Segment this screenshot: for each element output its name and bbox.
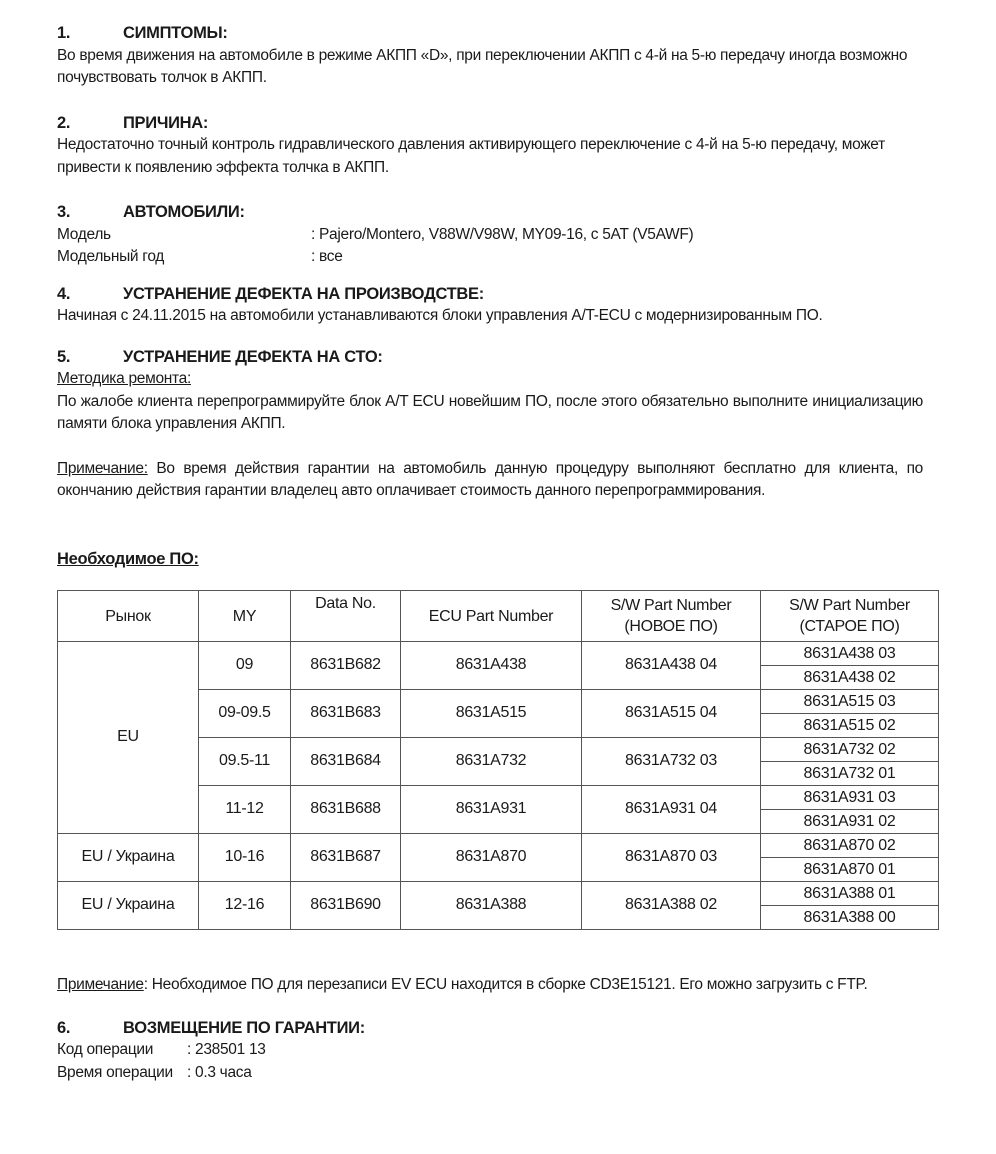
table-row: [58, 882, 939, 906]
cell-sw-old: 8631A732 02: [761, 738, 939, 762]
section-number: 5.: [57, 347, 71, 366]
operation-code-value: : 238501 13: [187, 1041, 266, 1058]
cell-data-no: 8631B682: [291, 642, 401, 690]
cell-sw-old: 8631A732 01: [761, 762, 939, 786]
section-number: 6.: [57, 1018, 71, 1037]
table-row: [58, 642, 939, 666]
repair-method-text: По жалобе клиента перепрограммируйте блок A/T ECU новейшим ПО, после этого обязательно выполните инициализацию памяти блока управления АКПП.: [57, 392, 923, 432]
operation-time-label: Время операции: [57, 1063, 173, 1081]
cell-sw-old: 8631A388 01: [761, 882, 939, 906]
software-note: [57, 974, 923, 997]
cell-market: EU / Украина: [58, 882, 199, 930]
repair-method-label: Методика ремонта:: [57, 370, 191, 387]
header-market: Рынок: [58, 591, 199, 642]
section-text: Во время движения на автомобиле в режиме АКПП «D», при переключении АКПП с 4-й на 5-ю передачу иногда возможно почувствовать толчок в АКПП.: [57, 46, 908, 86]
cell-sw-old: 8631A438 02: [761, 666, 939, 690]
model-row: [57, 224, 923, 247]
operation-time-row: [57, 1062, 923, 1085]
table-row: [58, 834, 939, 858]
cell-sw-new: 8631A438 04: [582, 642, 761, 690]
header-data-no: Data No.: [291, 591, 401, 642]
cell-my: 10-16: [199, 834, 291, 882]
section-number: 1.: [57, 24, 71, 42]
cell-ecu-part: 8631A515: [401, 690, 582, 738]
section-title: СИМПТОМЫ:: [123, 24, 228, 42]
section-number: 3.: [57, 203, 71, 221]
note-text: : Необходимое ПО для перезаписи EV ECU находится в сборке CD3E15121. Его можно загрузить с FTP.: [143, 976, 868, 993]
cell-ecu-part: 8631A732: [401, 738, 582, 786]
table-body: [58, 642, 939, 930]
cell-sw-new: 8631A732 03: [582, 738, 761, 786]
section-production-fix: [57, 283, 923, 328]
cell-market: EU / Украина: [58, 834, 199, 882]
section-title: АВТОМОБИЛИ:: [123, 203, 245, 221]
cell-my: 12-16: [199, 882, 291, 930]
cell-my: 09-09.5: [199, 690, 291, 738]
cell-data-no: 8631B688: [291, 786, 401, 834]
note-label: Примечание:: [57, 459, 148, 477]
software-table-title: Необходимое ПО:: [57, 549, 199, 568]
cell-sw-new: 8631A515 04: [582, 690, 761, 738]
section-warranty: [57, 1017, 923, 1085]
model-value: : Pajero/Montero, V88W/V98W, MY09-16, с 5AT (V5AWF): [311, 225, 694, 243]
table-header-row: [58, 591, 939, 642]
note-label: Примечание: [57, 976, 144, 993]
cell-data-no: 8631B684: [291, 738, 401, 786]
section-number: 4.: [57, 284, 71, 303]
cell-ecu-part: 8631A931: [401, 786, 582, 834]
operation-time-value: : 0.3 часа: [187, 1063, 252, 1081]
cell-sw-old: 8631A870 01: [761, 858, 939, 882]
cell-sw-old: 8631A870 02: [761, 834, 939, 858]
cell-sw-old: 8631A931 02: [761, 810, 939, 834]
section-vehicles: [57, 201, 923, 269]
cell-sw-new: 8631A388 02: [582, 882, 761, 930]
cell-my: 09: [199, 642, 291, 690]
cell-my: 09.5-11: [199, 738, 291, 786]
cell-sw-new: 8631A931 04: [582, 786, 761, 834]
cell-sw-old: 8631A388 00: [761, 906, 939, 930]
cell-data-no: 8631B687: [291, 834, 401, 882]
header-my: MY: [199, 591, 291, 642]
cell-data-no: 8631B683: [291, 690, 401, 738]
section-title: ПРИЧИНА:: [123, 113, 209, 132]
cell-ecu-part: 8631A438: [401, 642, 582, 690]
section-service-fix: [57, 346, 923, 503]
cell-ecu-part: 8631A388: [401, 882, 582, 930]
header-ecu-part: ECU Part Number: [401, 591, 582, 642]
section-title: УСТРАНЕНИЕ ДЕФЕКТА НА СТО:: [123, 347, 383, 366]
model-label: Модель: [57, 225, 111, 243]
cell-sw-old: 8631A931 03: [761, 786, 939, 810]
model-year-row: [57, 246, 923, 269]
section-title: ВОЗМЕЩЕНИЕ ПО ГАРАНТИИ:: [123, 1018, 365, 1037]
operation-code-row: [57, 1039, 923, 1062]
section-text: Начиная с 24.11.2015 на автомобили устанавливаются блоки управления A/T-ECU с модернизированным ПО.: [57, 307, 823, 324]
cell-my: 11-12: [199, 786, 291, 834]
warranty-note: [57, 458, 923, 503]
cell-sw-old: 8631A438 03: [761, 642, 939, 666]
cell-data-no: 8631B690: [291, 882, 401, 930]
cell-market: EU: [58, 642, 199, 834]
software-table: [57, 590, 939, 930]
header-sw-old: S/W Part Number (СТАРОЕ ПО): [761, 591, 939, 642]
cell-sw-old: 8631A515 02: [761, 714, 939, 738]
section-text: Недостаточно точный контроль гидравлического давления активирующего переключение с 4-й на 5-ю передачу, может привести к появлению эффекта толчка в АКПП.: [57, 136, 885, 176]
model-year-label: Модельный год: [57, 248, 165, 265]
header-sw-new: S/W Part Number (НОВОЕ ПО): [582, 591, 761, 642]
cell-sw-old: 8631A515 03: [761, 690, 939, 714]
section-cause: [57, 112, 923, 180]
note-text: Во время действия гарантии на автомобиль данную процедуру выполняют бесплатно для клиента, по окончанию действия гарантии владелец авто оплачивает стоимость данного перепрограммирования.: [57, 459, 923, 499]
model-year-value: : все: [311, 248, 343, 265]
operation-code-label: Код операции: [57, 1041, 154, 1058]
section-symptoms: [57, 22, 923, 90]
cell-sw-new: 8631A870 03: [582, 834, 761, 882]
section-number: 2.: [57, 113, 71, 132]
section-title: УСТРАНЕНИЕ ДЕФЕКТА НА ПРОИЗВОДСТВЕ:: [123, 284, 484, 303]
cell-ecu-part: 8631A870: [401, 834, 582, 882]
document-page: [57, 22, 923, 1084]
